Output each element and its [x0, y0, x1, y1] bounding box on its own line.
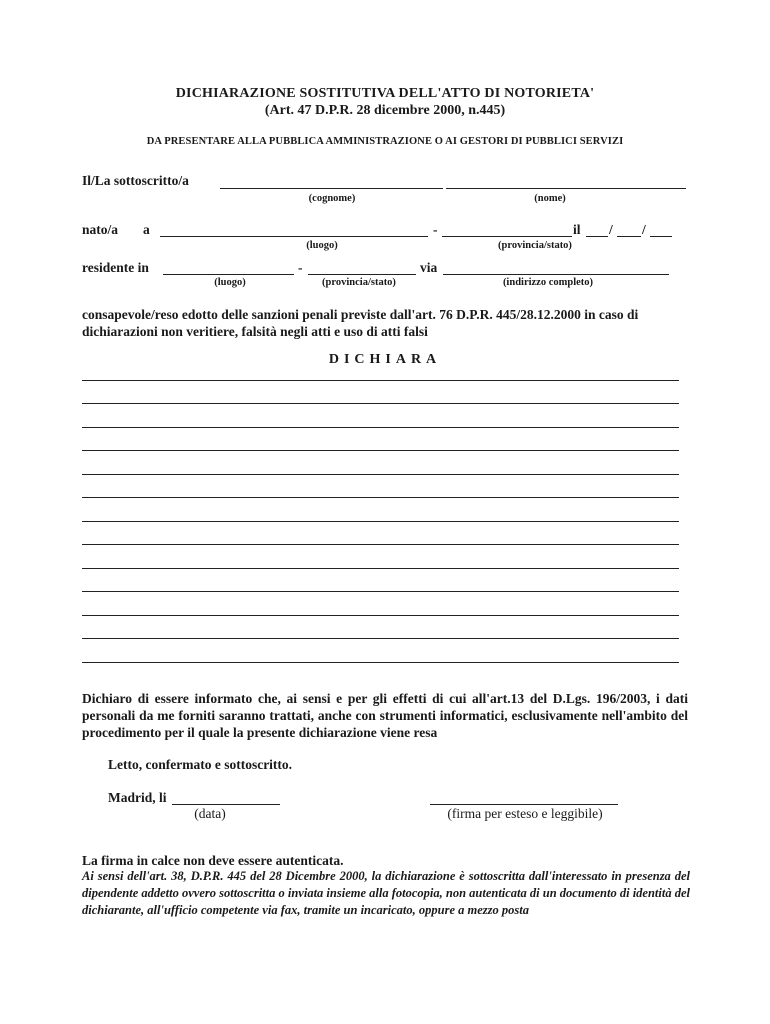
residence-address-caption: (indirizzo completo) [502, 277, 594, 288]
residence-province-field[interactable] [308, 274, 416, 275]
declares-heading: DICHIARA [328, 352, 442, 367]
date-slash: / [609, 222, 613, 237]
born-label: nato/a [82, 222, 119, 237]
birth-province-caption: (provincia/stato) [498, 240, 572, 251]
declaration-line[interactable] [82, 474, 679, 475]
cognome-caption: (cognome) [308, 193, 356, 204]
birth-date-label: il [573, 222, 581, 237]
declaration-line[interactable] [82, 427, 679, 428]
place-label: Madrid, li [108, 790, 167, 805]
signature-caption: (firma per esteso e leggibile) [447, 806, 603, 821]
declaration-line[interactable] [82, 591, 679, 592]
residence-province-caption: (provincia/stato) [322, 277, 396, 288]
via-label: via [420, 260, 438, 275]
birth-province-field[interactable] [442, 236, 572, 237]
date-slash: / [642, 222, 646, 237]
resident-label: residente in [82, 260, 149, 275]
cognome-field[interactable] [220, 188, 443, 189]
declaration-line[interactable] [82, 568, 679, 569]
privacy-statement: Dichiaro di essere informato che, ai sensi e per gli effetti di cui all'art.13 del D.Lgs. 196/2003, i dati personali da me forniti saranno trattati, anche con strumenti informatici, esclusivamente nell'ambito del procedimento per il quale la presente dichiarazione viene resa [82, 691, 688, 740]
document-recipient: DA PRESENTARE ALLA PUBBLICA AMMINISTRAZIONE O AI GESTORI DI PUBBLICI SERVIZI [146, 136, 624, 147]
date-caption: (data) [194, 806, 226, 821]
residence-address-field[interactable] [443, 274, 669, 275]
date-field[interactable] [172, 804, 280, 805]
birth-month-field[interactable] [617, 236, 641, 237]
declaration-line[interactable] [82, 662, 679, 663]
document-legal-reference: (Art. 47 D.P.R. 28 dicembre 2000, n.445) [264, 103, 506, 118]
nome-field[interactable] [446, 188, 686, 189]
authentication-note: La firma in calce non deve essere autenticata. [82, 853, 344, 868]
legal-footnote: Ai sensi dell'art. 38, D.P.R. 445 del 28 Dicembre 2000, la dichiarazione è sottoscritta dall'interessato in presenza del dipendente addetto ovvero sottoscritta o inviata insieme alla fotocopia, non autenticata di un documento di identità del dichiarante, all'ufficio competente via fax, tramite un incaricato, oppure a mezzo posta [82, 869, 690, 917]
declaration-line[interactable] [82, 544, 679, 545]
nome-caption: (nome) [534, 193, 566, 204]
birth-year-field[interactable] [650, 236, 672, 237]
awareness-statement: consapevole/reso edotto delle sanzioni penali previste dall'art. 76 D.P.R. 445/28.12.2000 in caso di dichiarazioni non veritiere, falsità negli atti e uso di atti falsi [82, 307, 639, 339]
signer-label: Il/La sottoscritto/a [82, 173, 189, 188]
declaration-line[interactable] [82, 403, 679, 404]
birth-place-caption: (luogo) [306, 240, 338, 251]
confirmation-text: Letto, confermato e sottoscritto. [108, 757, 293, 772]
declaration-line[interactable] [82, 497, 679, 498]
residence-place-field[interactable] [163, 274, 294, 275]
birth-place-field[interactable] [160, 236, 428, 237]
declaration-line[interactable] [82, 638, 679, 639]
declaration-line[interactable] [82, 450, 679, 451]
declaration-line[interactable] [82, 521, 679, 522]
birth-day-field[interactable] [586, 236, 608, 237]
declaration-line[interactable] [82, 380, 679, 381]
born-at-label: a [143, 222, 150, 237]
document-title: DICHIARAZIONE SOSTITUTIVA DELL'ATTO DI NOTORIETA' [175, 86, 595, 101]
separator-dash: - [298, 260, 303, 275]
signature-field[interactable] [430, 804, 618, 805]
declaration-line[interactable] [82, 615, 679, 616]
separator-dash: - [433, 222, 438, 237]
residence-place-caption: (luogo) [214, 277, 246, 288]
